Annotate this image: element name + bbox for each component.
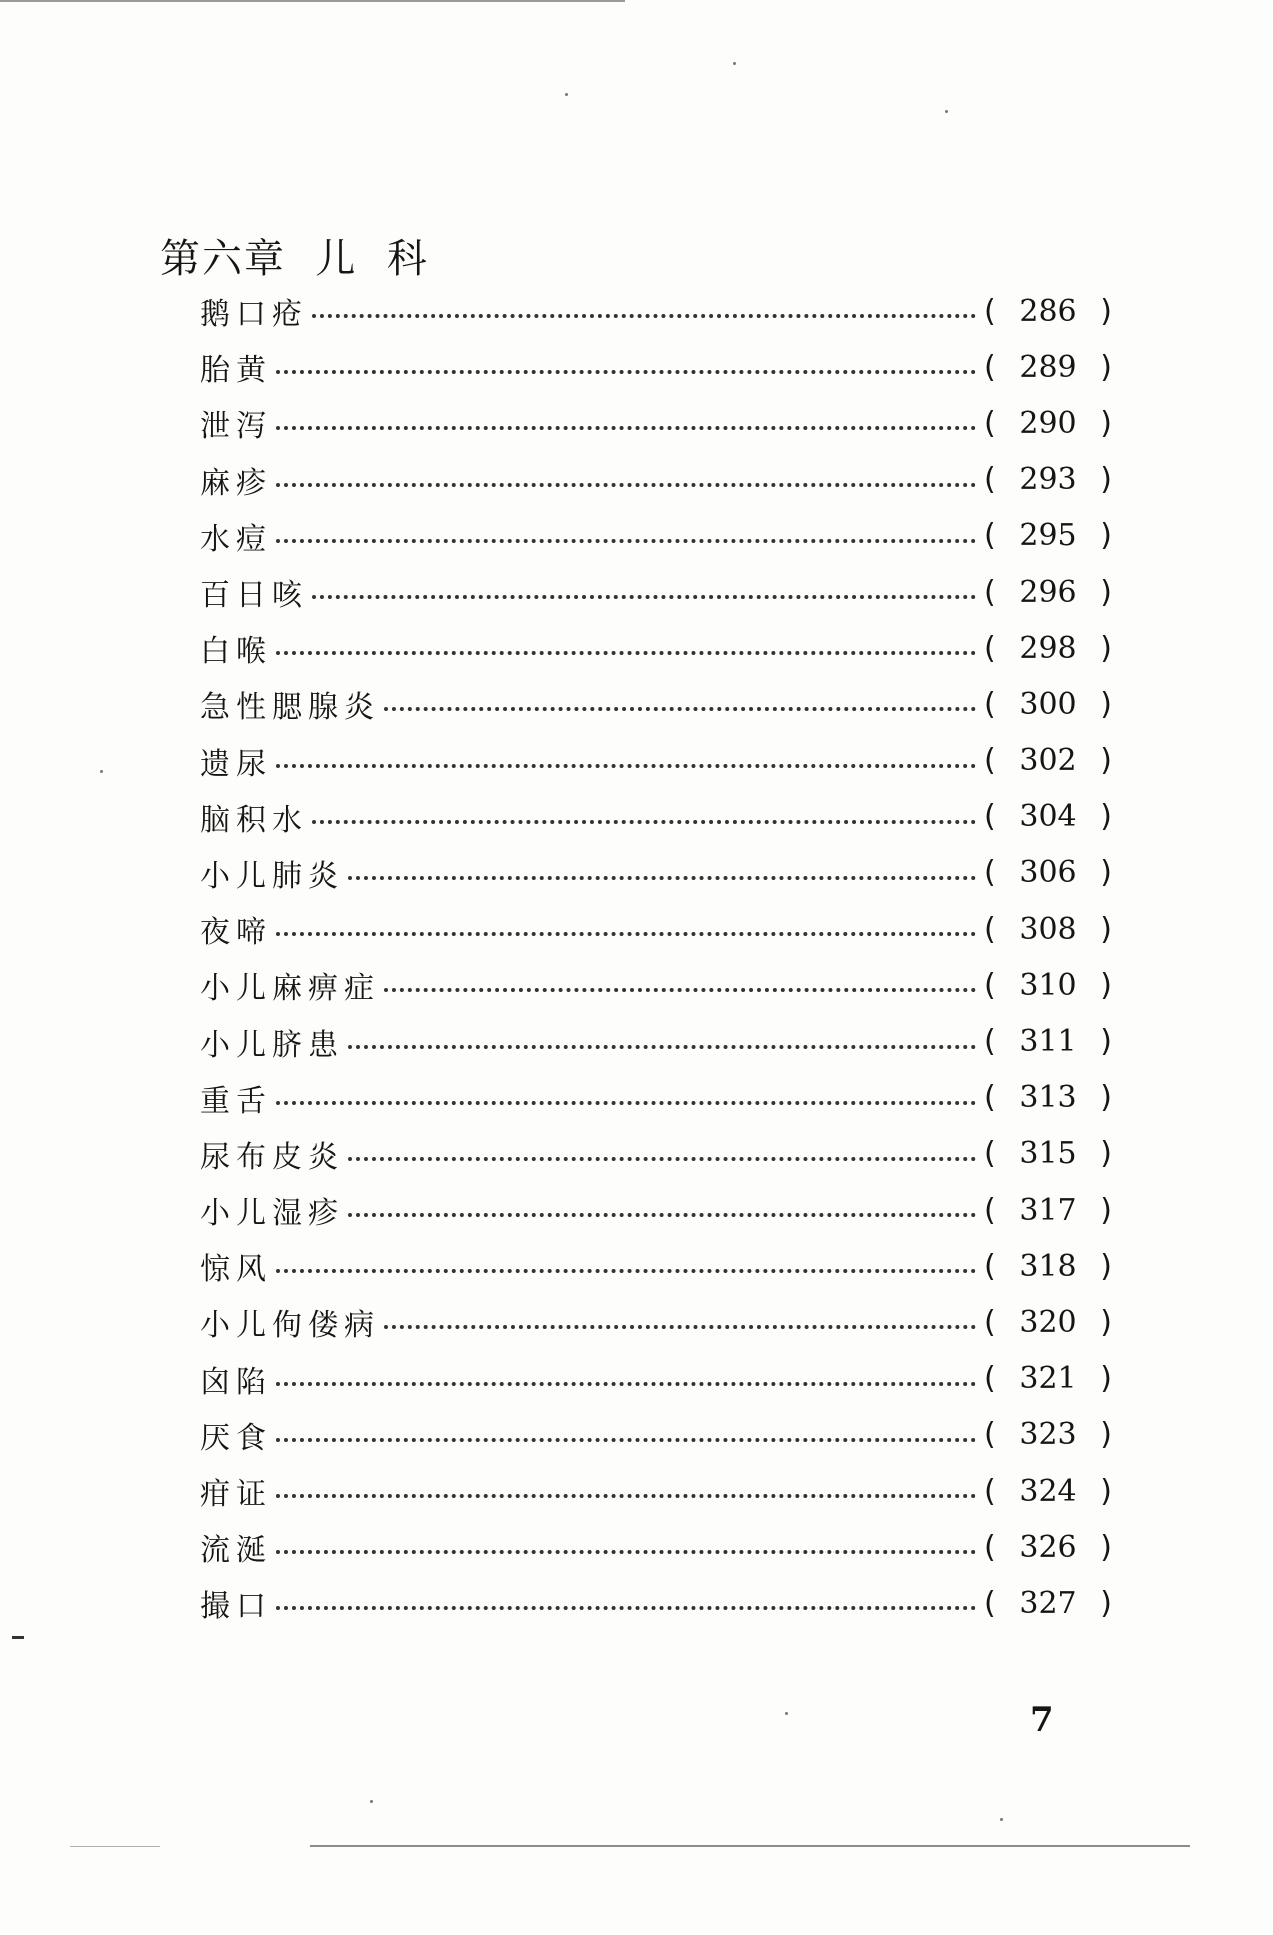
toc-entry-page-ref (984, 1080, 1112, 1115)
dot-leader (348, 1045, 976, 1049)
toc-entry-title: 百日咳 (200, 578, 308, 614)
open-paren: ( (984, 1136, 996, 1172)
toc-entry-page-number: 300 (1019, 686, 1077, 722)
scan-speck (100, 770, 103, 773)
toc-entry-title: 脑积水 (200, 802, 308, 838)
toc-entry-page-number: 324 (1019, 1473, 1077, 1509)
scan-speck (785, 1712, 788, 1715)
close-paren: ) (1100, 1585, 1112, 1621)
close-paren: ) (1100, 1136, 1112, 1172)
open-paren: ( (984, 1248, 996, 1284)
toc-entry-page-ref (984, 912, 1112, 947)
scan-edge-line (310, 1845, 1190, 1847)
toc-entry-page-ref (984, 799, 1112, 834)
toc-entry-page-number: 326 (1019, 1529, 1077, 1565)
dot-leader (276, 539, 976, 543)
toc-entry-page-number: 323 (1019, 1417, 1077, 1453)
dot-leader (276, 651, 976, 655)
close-paren: ) (1100, 293, 1112, 329)
scan-speck (370, 1800, 373, 1803)
close-paren: ) (1100, 743, 1112, 779)
scan-speck (733, 62, 736, 65)
toc-entry-page-ref (984, 1249, 1112, 1284)
toc-entry-page-ref (984, 968, 1112, 1003)
toc-entry-page-ref (984, 350, 1112, 385)
toc-entry-page-number: 318 (1019, 1248, 1077, 1284)
toc-entry-title: 夜啼 (200, 915, 272, 951)
dot-leader (384, 1325, 976, 1329)
close-paren: ) (1100, 1361, 1112, 1397)
open-paren: ( (984, 1417, 996, 1453)
toc-entry-page-number: 302 (1019, 743, 1077, 779)
open-paren: ( (984, 574, 996, 610)
toc-entry-title: 尿布皮炎 (200, 1139, 344, 1175)
close-paren: ) (1100, 967, 1112, 1003)
toc-entry-page-ref (984, 575, 1112, 610)
toc-entry-page-ref (984, 1024, 1112, 1059)
toc-entry (200, 1013, 1112, 1069)
open-paren: ( (984, 967, 996, 1003)
open-paren: ( (984, 1304, 996, 1340)
dot-leader (276, 764, 976, 768)
dot-leader (276, 1101, 976, 1105)
open-paren: ( (984, 799, 996, 835)
table-of-contents (200, 283, 1112, 1632)
open-paren: ( (984, 1361, 996, 1397)
dot-leader (276, 1382, 976, 1386)
close-paren: ) (1100, 349, 1112, 385)
open-paren: ( (984, 686, 996, 722)
close-paren: ) (1100, 574, 1112, 610)
toc-entry (200, 845, 1112, 901)
toc-entry-page-number: 290 (1019, 405, 1077, 441)
toc-entry-title: 胎黄 (200, 353, 272, 389)
toc-entry-page-ref (984, 1586, 1112, 1621)
toc-entry-page-number: 289 (1019, 349, 1077, 385)
toc-entry-title: 泄泻 (200, 409, 272, 445)
open-paren: ( (984, 855, 996, 891)
toc-entry-page-number: 310 (1019, 967, 1077, 1003)
scan-speck (565, 93, 568, 96)
toc-entry-page-ref (984, 294, 1112, 329)
toc-entry-page-number: 295 (1019, 518, 1077, 554)
toc-entry-page-number: 317 (1019, 1192, 1077, 1228)
toc-entry-title: 重舌 (200, 1083, 272, 1119)
toc-entry-page-number: 313 (1019, 1080, 1077, 1116)
toc-entry (200, 1575, 1112, 1631)
dot-leader (312, 820, 976, 824)
dot-leader (312, 314, 976, 318)
toc-entry-title: 白喉 (200, 634, 272, 670)
open-paren: ( (984, 743, 996, 779)
toc-entry-page-number: 296 (1019, 574, 1077, 610)
close-paren: ) (1100, 1024, 1112, 1060)
toc-entry (200, 339, 1112, 395)
toc-entry (200, 901, 1112, 957)
dot-leader (276, 1550, 976, 1554)
toc-entry (200, 564, 1112, 620)
toc-entry-page-ref (984, 462, 1112, 497)
open-paren: ( (984, 349, 996, 385)
toc-entry (200, 1294, 1112, 1350)
scan-edge-line (70, 1846, 160, 1847)
scan-speck (1000, 1818, 1003, 1821)
open-paren: ( (984, 405, 996, 441)
toc-entry (200, 1407, 1112, 1463)
toc-entry-page-number: 320 (1019, 1304, 1077, 1340)
toc-entry (200, 1351, 1112, 1407)
toc-entry-page-ref (984, 1530, 1112, 1565)
page-number: 7 (1030, 1700, 1054, 1740)
chapter-title: 第六章 儿 科 (160, 235, 429, 282)
toc-entry-title: 麻疹 (200, 465, 272, 501)
toc-entry-title: 鹅口疮 (200, 297, 308, 333)
toc-entry-title: 急性腮腺炎 (200, 690, 380, 726)
dot-leader (276, 426, 976, 430)
toc-entry-page-number: 286 (1019, 293, 1077, 329)
close-paren: ) (1100, 1304, 1112, 1340)
toc-entry (200, 676, 1112, 732)
toc-entry-title: 厌食 (200, 1420, 272, 1456)
scan-speck (945, 110, 948, 113)
open-paren: ( (984, 1192, 996, 1228)
toc-entry-page-number: 308 (1019, 911, 1077, 947)
dot-leader (348, 876, 976, 880)
toc-entry (200, 1126, 1112, 1182)
dot-leader (276, 370, 976, 374)
toc-entry-title: 囟陷 (200, 1364, 272, 1400)
toc-entry-page-number: 293 (1019, 462, 1077, 498)
dot-leader (348, 1213, 976, 1217)
toc-entry-title: 小儿脐患 (200, 1027, 344, 1063)
toc-entry-page-number: 304 (1019, 799, 1077, 835)
open-paren: ( (984, 462, 996, 498)
close-paren: ) (1100, 1192, 1112, 1228)
toc-entry-page-ref (984, 743, 1112, 778)
close-paren: ) (1100, 911, 1112, 947)
toc-entry-page-ref (984, 1193, 1112, 1228)
close-paren: ) (1100, 1417, 1112, 1453)
toc-entry-title: 撮口 (200, 1589, 272, 1625)
toc-entry-page-ref (984, 1361, 1112, 1396)
close-paren: ) (1100, 1473, 1112, 1509)
toc-entry (200, 1238, 1112, 1294)
close-paren: ) (1100, 855, 1112, 891)
toc-entry-title: 惊风 (200, 1252, 272, 1288)
toc-entry-title: 疳证 (200, 1477, 272, 1513)
toc-entry-page-number: 327 (1019, 1585, 1077, 1621)
toc-entry (200, 283, 1112, 339)
toc-entry-page-ref (984, 631, 1112, 666)
toc-entry (200, 395, 1112, 451)
dot-leader (384, 707, 976, 711)
toc-entry (200, 1070, 1112, 1126)
open-paren: ( (984, 518, 996, 554)
toc-entry-title: 小儿湿疹 (200, 1196, 344, 1232)
close-paren: ) (1100, 630, 1112, 666)
dot-leader (348, 1157, 976, 1161)
toc-entry (200, 620, 1112, 676)
close-paren: ) (1100, 1529, 1112, 1565)
toc-entry-page-ref (984, 1417, 1112, 1452)
toc-entry-title: 水痘 (200, 521, 272, 557)
dot-leader (276, 1438, 976, 1442)
toc-entry (200, 789, 1112, 845)
toc-entry-page-number: 298 (1019, 630, 1077, 666)
toc-entry (200, 508, 1112, 564)
open-paren: ( (984, 1080, 996, 1116)
toc-entry-title: 小儿佝偻病 (200, 1308, 380, 1344)
toc-entry (200, 957, 1112, 1013)
toc-entry (200, 1463, 1112, 1519)
close-paren: ) (1100, 518, 1112, 554)
open-paren: ( (984, 1585, 996, 1621)
close-paren: ) (1100, 799, 1112, 835)
toc-entry-title: 遗尿 (200, 746, 272, 782)
open-paren: ( (984, 911, 996, 947)
dot-leader (276, 1269, 976, 1273)
open-paren: ( (984, 1024, 996, 1060)
toc-entry (200, 1519, 1112, 1575)
close-paren: ) (1100, 1248, 1112, 1284)
toc-entry-page-ref (984, 406, 1112, 441)
dot-leader (276, 932, 976, 936)
open-paren: ( (984, 1473, 996, 1509)
toc-entry (200, 733, 1112, 789)
toc-entry-page-ref (984, 1136, 1112, 1171)
close-paren: ) (1100, 405, 1112, 441)
close-paren: ) (1100, 1080, 1112, 1116)
open-paren: ( (984, 293, 996, 329)
margin-mark (12, 1636, 24, 1639)
toc-entry-page-ref (984, 1305, 1112, 1340)
toc-entry-page-number: 311 (1019, 1024, 1077, 1060)
toc-entry-page-number: 321 (1019, 1361, 1077, 1397)
toc-entry (200, 1182, 1112, 1238)
dot-leader (276, 483, 976, 487)
scan-edge-line (0, 0, 625, 2)
toc-entry (200, 452, 1112, 508)
close-paren: ) (1100, 686, 1112, 722)
open-paren: ( (984, 630, 996, 666)
toc-entry-title: 流涎 (200, 1533, 272, 1569)
toc-entry-page-ref (984, 1474, 1112, 1509)
dot-leader (276, 1606, 976, 1610)
dot-leader (312, 595, 976, 599)
close-paren: ) (1100, 462, 1112, 498)
toc-entry-page-number: 315 (1019, 1136, 1077, 1172)
toc-entry-page-ref (984, 518, 1112, 553)
toc-entry-title: 小儿肺炎 (200, 858, 344, 894)
toc-entry-page-ref (984, 687, 1112, 722)
open-paren: ( (984, 1529, 996, 1565)
dot-leader (276, 1494, 976, 1498)
toc-entry-page-number: 306 (1019, 855, 1077, 891)
dot-leader (384, 988, 976, 992)
toc-entry-page-ref (984, 855, 1112, 890)
toc-entry-title: 小儿麻痹症 (200, 971, 380, 1007)
